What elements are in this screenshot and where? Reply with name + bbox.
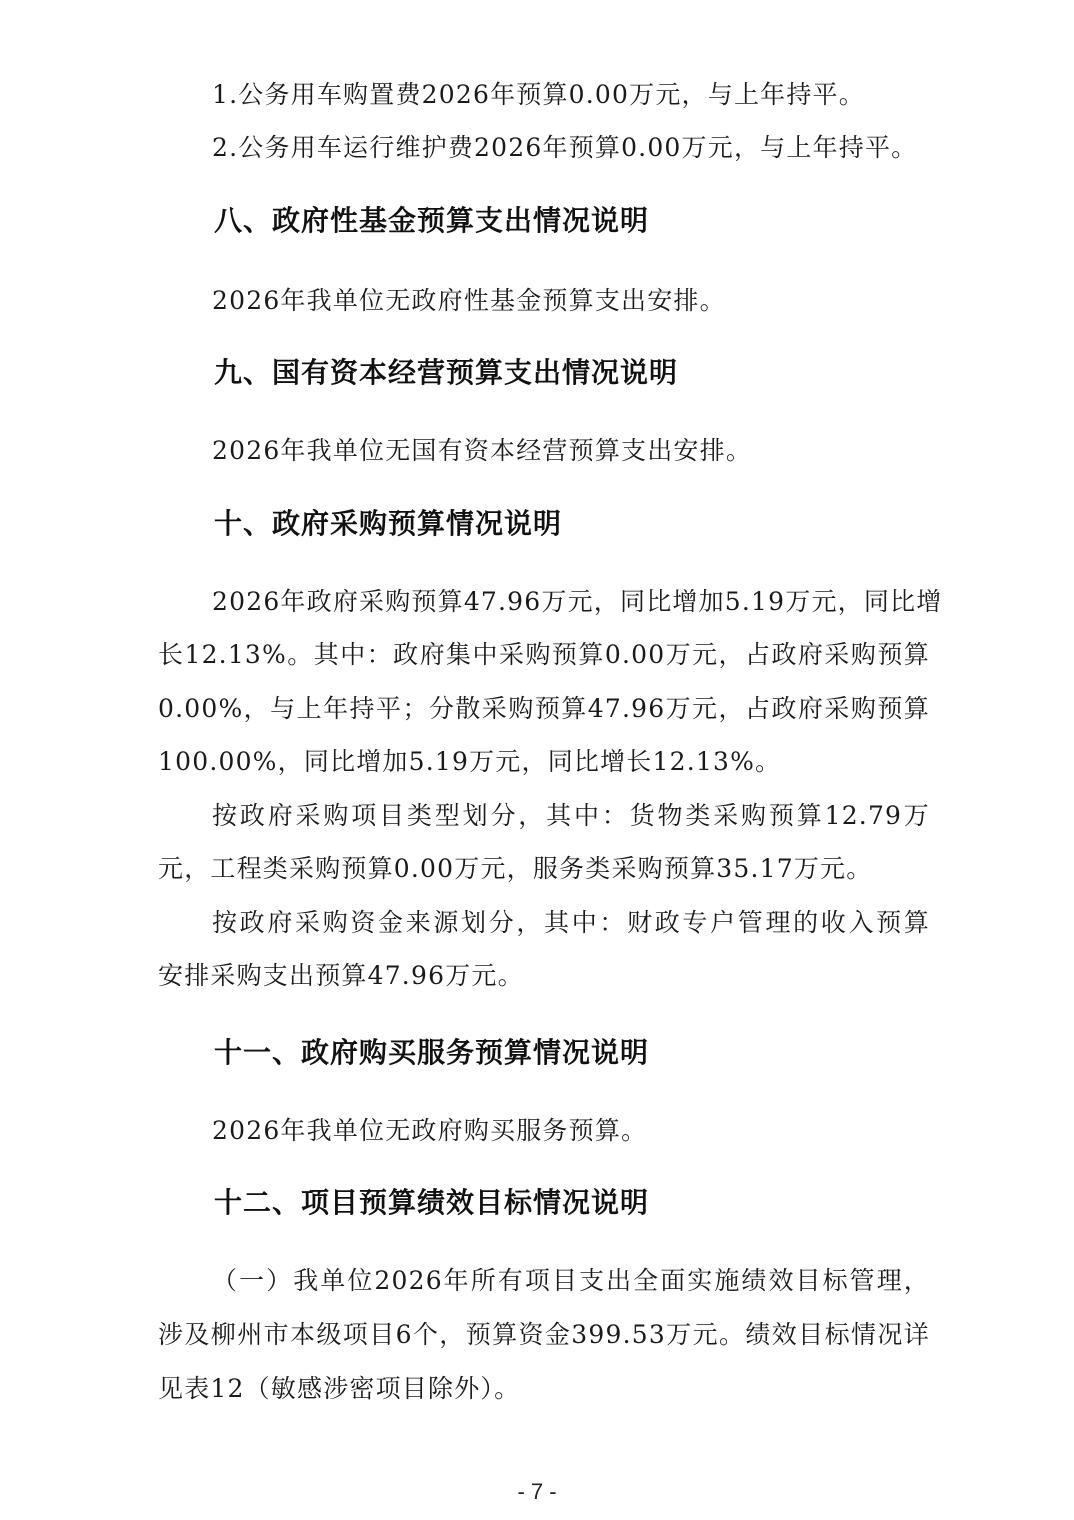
section-heading-8: 八、政府性基金预算支出情况说明	[214, 204, 650, 237]
section-10-p1-line: 0.00%，与上年持平；分散采购预算47.96万元，占政府采购预算	[158, 694, 930, 723]
section-heading-9: 九、国有资本经营预算支出情况说明	[214, 356, 679, 389]
section-12-p1-line: 见表12（敏感涉密项目除外）。	[158, 1374, 521, 1403]
section-heading-10: 十、政府采购预算情况说明	[214, 507, 563, 540]
section-10-p1-line: 2026年政府采购预算47.96万元，同比增加5.19万元，同比增	[212, 587, 943, 616]
section-10-p1-line: 100.00%，同比增加5.19万元，同比增长12.13%。	[158, 747, 782, 776]
section-10-p2-line: 按政府采购项目类型划分，其中：货物类采购预算12.79万	[212, 801, 930, 830]
section-8-body: 2026年我单位无政府性基金预算支出安排。	[212, 286, 726, 315]
section-12-p1-line: （一）我单位2026年所有项目支出全面实施绩效目标管理，	[212, 1266, 930, 1295]
section-10-p3-line: 安排采购支出预算47.96万元。	[158, 961, 524, 990]
item-vehicle-purchase: 1.公务用车购置费2026年预算0.00万元，与上年持平。	[212, 80, 865, 109]
section-10-p1-line: 长12.13%。其中：政府集中采购预算0.00万元，占政府采购预算	[158, 640, 930, 669]
section-10-p2-line: 元，工程类采购预算0.00万元，服务类采购预算35.17万元。	[158, 854, 873, 883]
section-11-body: 2026年我单位无政府购买服务预算。	[212, 1116, 648, 1145]
page-number: - 7 -	[517, 1479, 557, 1504]
section-heading-12: 十二、项目预算绩效目标情况说明	[214, 1186, 650, 1219]
section-12-p1-line: 涉及柳州市本级项目6个，预算资金399.53万元。绩效目标情况详	[158, 1320, 930, 1349]
item-vehicle-maintenance: 2.公务用车运行维护费2026年预算0.00万元，与上年持平。	[212, 133, 918, 162]
section-10-p3-line: 按政府采购资金来源划分，其中：财政专户管理的收入预算	[212, 908, 930, 937]
section-9-body: 2026年我单位无国有资本经营预算支出安排。	[212, 436, 753, 465]
section-heading-11: 十一、政府购买服务预算情况说明	[214, 1036, 650, 1069]
